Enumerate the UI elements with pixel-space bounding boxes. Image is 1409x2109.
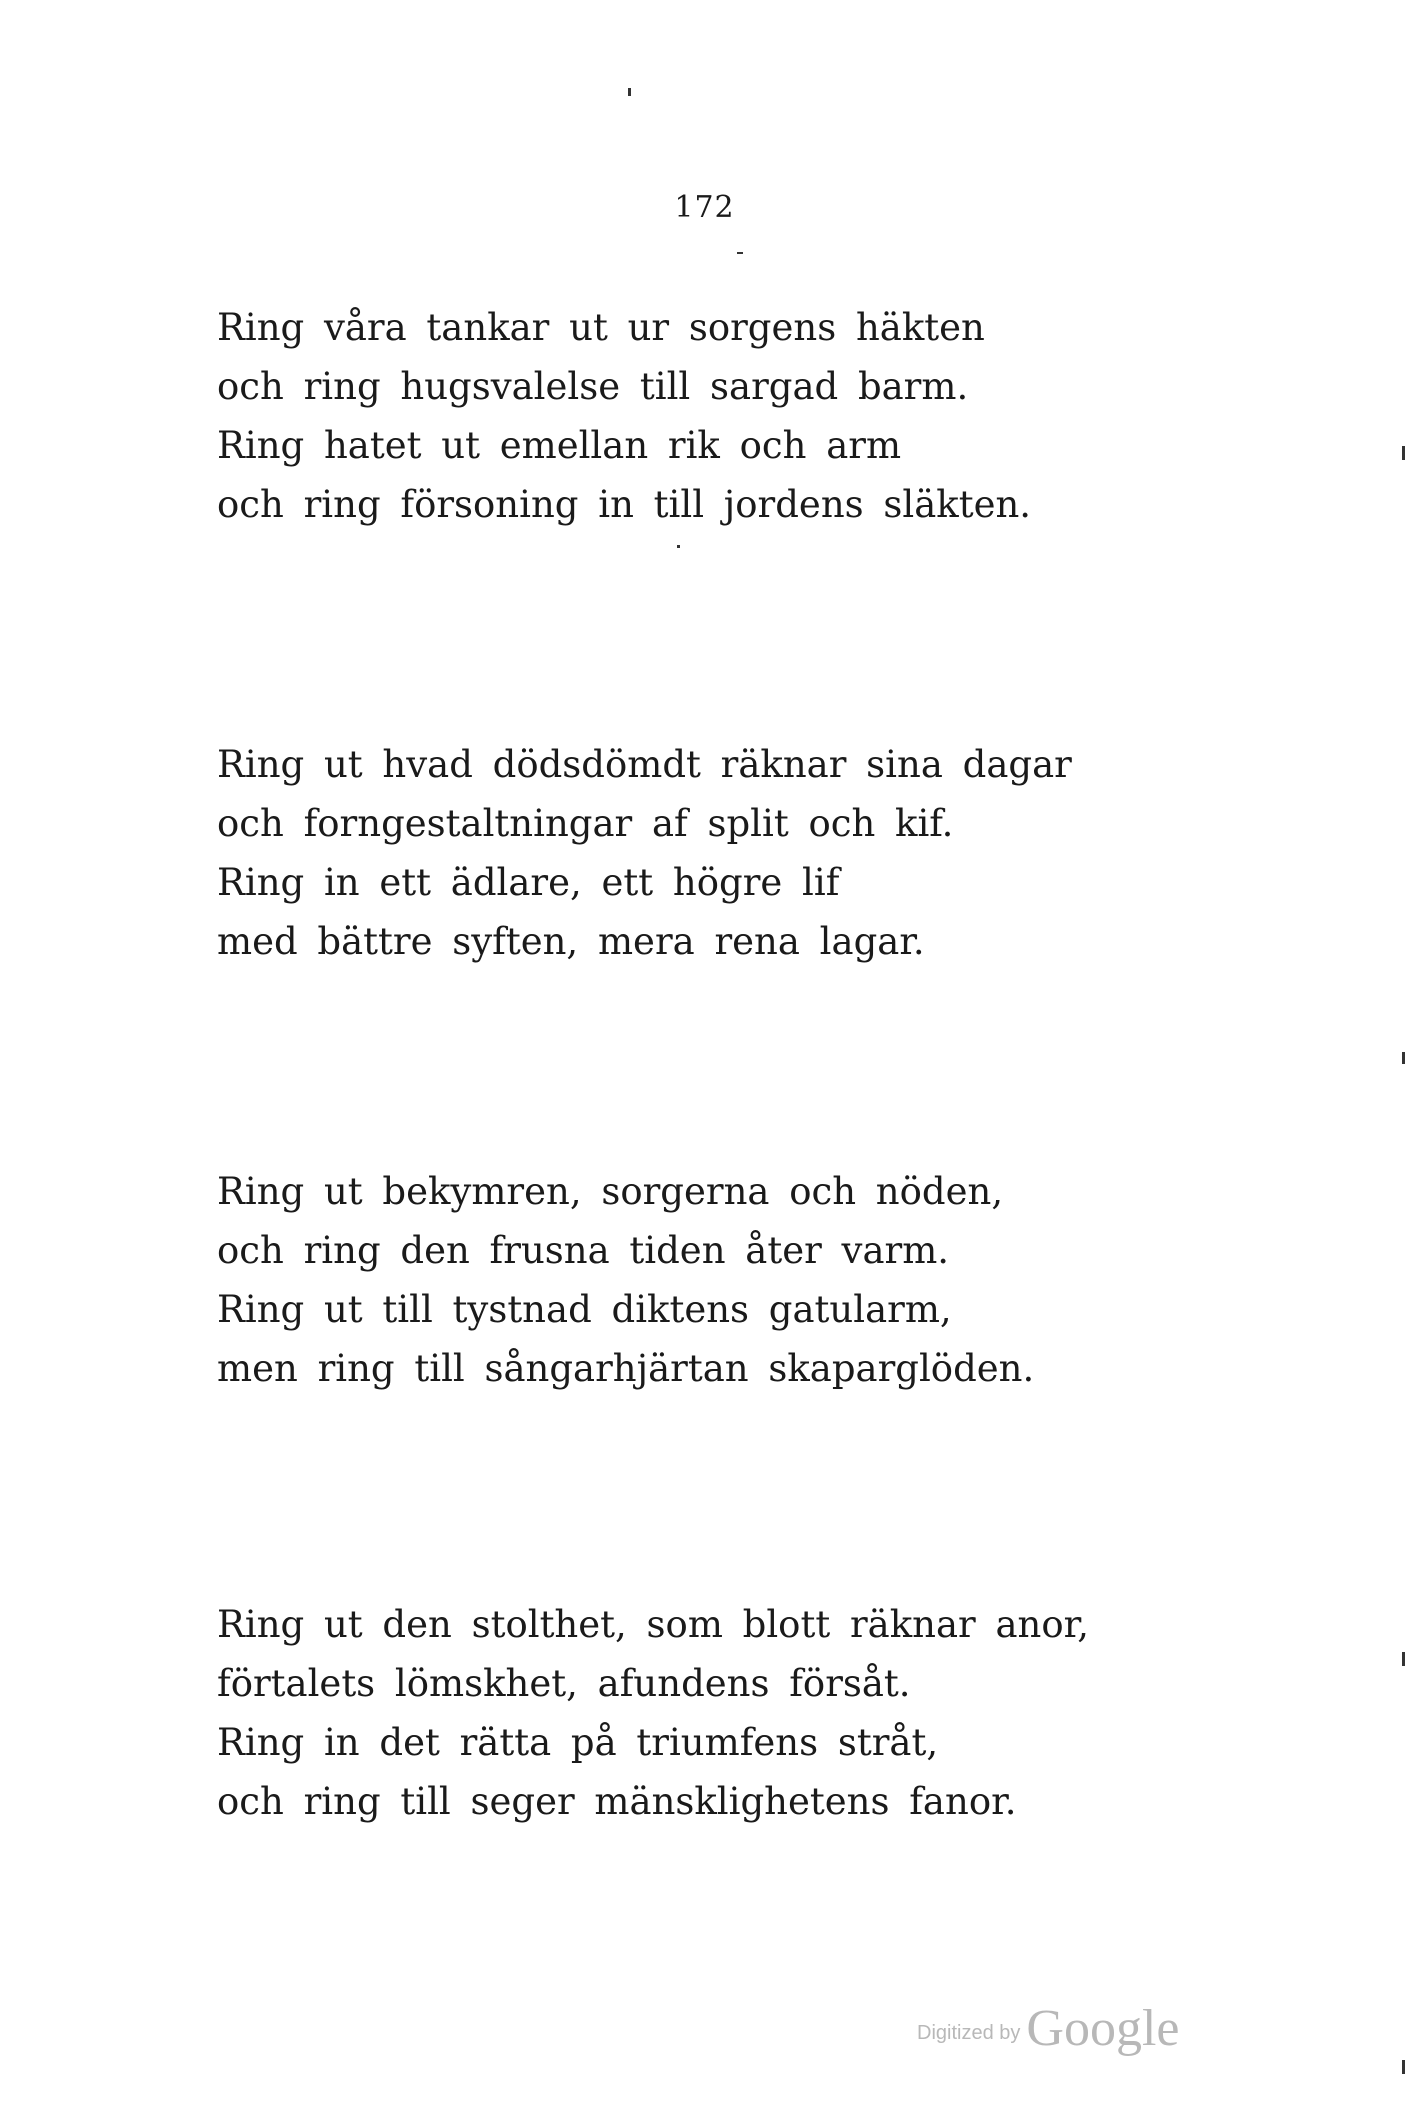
verse-line: Ring in ett ädlare, ett högre lif xyxy=(217,861,840,904)
stanza-3 xyxy=(217,1162,1217,1398)
verse-line: Ring våra tankar ut ur sorgens häkten xyxy=(217,306,985,349)
verse-line: Ring in det rätta på triumfens stråt, xyxy=(217,1721,939,1764)
scan-speck xyxy=(1402,2060,1405,2074)
verse-line: förtalets lömskhet, afundens försåt. xyxy=(217,1662,911,1705)
scan-speck xyxy=(628,88,631,96)
verse-line: och ring till seger mänsklighetens fanor. xyxy=(217,1780,1017,1823)
verse-line: Ring ut den stolthet, som blott räknar anor, xyxy=(217,1603,1090,1646)
verse-line: Ring ut hvad dödsdömdt räknar sina dagar xyxy=(217,743,1072,786)
stanza-4 xyxy=(217,1595,1217,1831)
verse-line: och ring den frusna tiden åter varm. xyxy=(217,1229,950,1272)
verse-line: men ring till sångarhjärtan skaparglöden. xyxy=(217,1347,1035,1390)
verse-line: med bättre syften, mera rena lagar. xyxy=(217,920,925,963)
scan-speck xyxy=(1402,1652,1405,1666)
stanza-1 xyxy=(217,298,1217,534)
verse-line: Ring ut bekymren, sorgerna och nöden, xyxy=(217,1170,1004,1213)
scan-speck xyxy=(677,545,680,548)
watermark-prefix: Digitized by xyxy=(917,2022,1021,2044)
verse-line: Ring hatet ut emellan rik och arm xyxy=(217,424,902,467)
stanza-2 xyxy=(217,735,1217,971)
scan-speck xyxy=(1402,1052,1405,1064)
scan-speck xyxy=(737,252,743,254)
verse-line: och ring hugsvalelse till sargad barm. xyxy=(217,365,969,408)
verse-line: och forngestaltningar af split och kif. xyxy=(217,802,954,845)
verse-line: Ring ut till tystnad diktens gatularm, xyxy=(217,1288,952,1331)
page-number: 172 xyxy=(674,190,735,225)
verse-line: och ring försoning in till jordens släkten. xyxy=(217,483,1032,526)
google-logo: Google xyxy=(1026,2000,1180,2057)
scan-speck xyxy=(1402,446,1405,460)
digitized-watermark xyxy=(917,1995,1179,2055)
